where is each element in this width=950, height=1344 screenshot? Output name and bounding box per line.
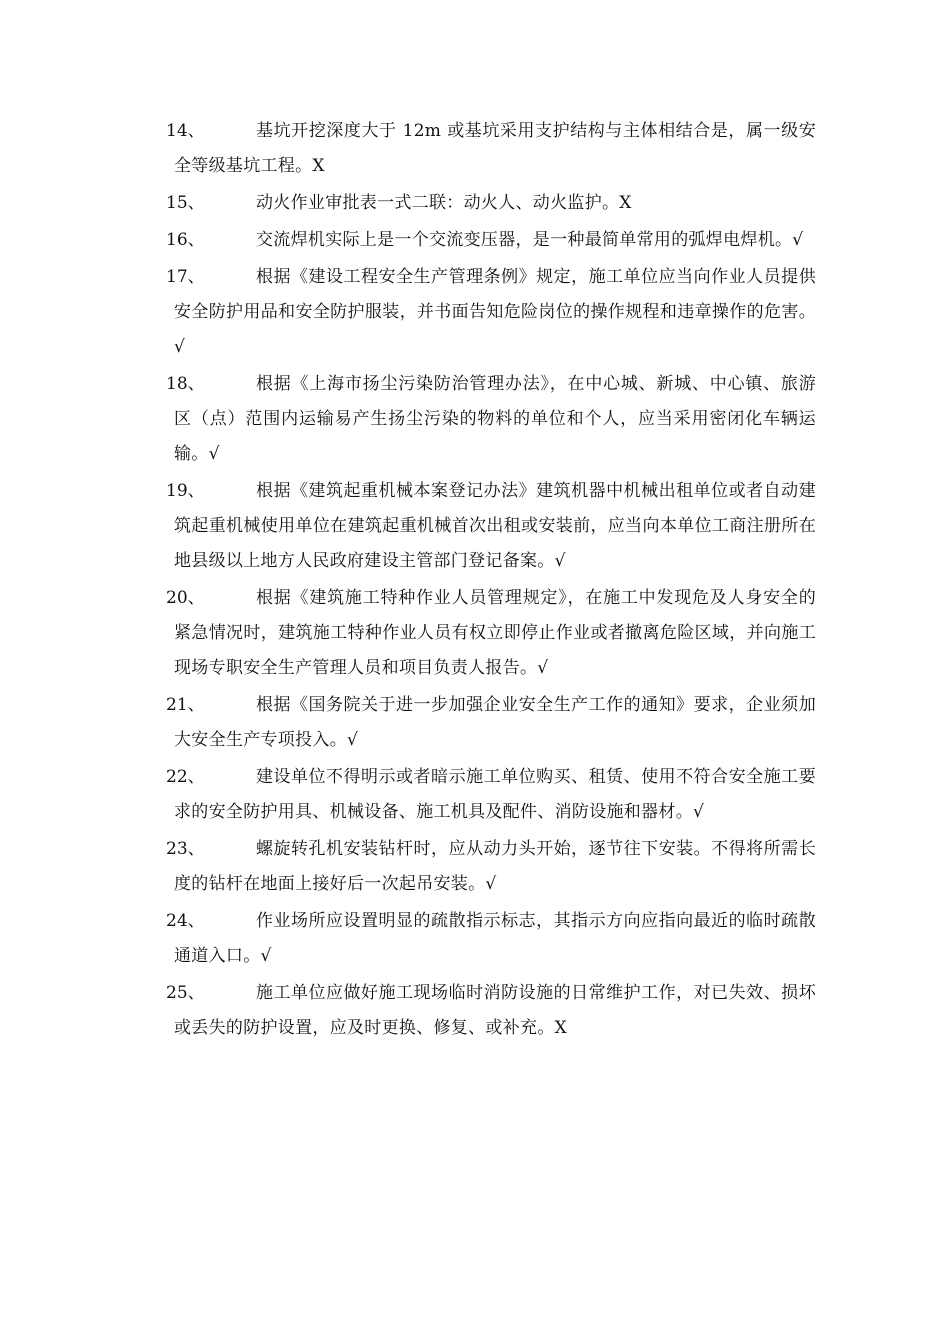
item-text: 根据《上海市扬尘污染防治管理办法》，在中心城、新城、中心镇、旅游区（点）范围内运输易产生扬尘污染的物料的单位和个人，应当采用密闭化车辆运输。√ — [174, 374, 816, 464]
item-number: 24、 — [166, 911, 205, 931]
list-item — [166, 904, 816, 974]
item-number: 14、 — [166, 121, 205, 141]
item-number: 23、 — [166, 839, 205, 859]
item-text: 根据《建设工程安全生产管理条例》规定，施工单位应当向作业人员提供安全防护用品和安全防护服装，并书面告知危险岗位的操作规程和违章操作的危害。√ — [174, 267, 816, 357]
item-number: 16、 — [166, 230, 205, 250]
list-item — [166, 474, 816, 579]
list-item — [166, 223, 816, 258]
item-text: 建设单位不得明示或者暗示施工单位购买、租赁、使用不符合安全施工要求的安全防护用具、机械设备、施工机具及配件、消防设施和器材。√ — [174, 767, 816, 822]
item-number: 20、 — [166, 588, 205, 608]
item-number: 21、 — [166, 695, 205, 715]
item-text: 根据《建筑起重机械本案登记办法》建筑机器中机械出租单位或者自动建筑起重机械使用单位在建筑起重机械首次出租或安装前，应当向本单位工商注册所在地县级以上地方人民政府建设主管部门登记备案。√ — [174, 481, 816, 571]
list-item — [166, 260, 816, 365]
list-item — [166, 114, 816, 184]
item-text: 基坑开挖深度大于 12m 或基坑采用支护结构与主体相结合是，属一级安全等级基坑工程。X — [174, 121, 816, 176]
question-list — [166, 114, 816, 1048]
item-text: 交流焊机实际上是一个交流变压器，是一种最简单常用的弧焊电焊机。√ — [256, 230, 804, 250]
item-text: 动火作业审批表一式二联：动火人、动火监护。X — [256, 193, 632, 213]
list-item — [166, 760, 816, 830]
item-text: 根据《国务院关于进一步加强企业安全生产工作的通知》要求，企业须加大安全生产专项投入。√ — [174, 695, 816, 750]
item-text: 施工单位应做好施工现场临时消防设施的日常维护工作，对已失效、损坏或丢失的防护设置，应及时更换、修复、或补充。X — [174, 983, 816, 1038]
item-number: 17、 — [166, 267, 205, 287]
list-item — [166, 186, 816, 221]
list-item — [166, 367, 816, 472]
item-text: 作业场所应设置明显的疏散指示标志，其指示方向应指向最近的临时疏散通道入口。√ — [174, 911, 816, 966]
item-number: 25、 — [166, 983, 205, 1003]
item-text: 螺旋转孔机安装钻杆时，应从动力头开始，逐节往下安装。不得将所需长度的钻杆在地面上接好后一次起吊安装。√ — [174, 839, 816, 894]
item-number: 15、 — [166, 193, 205, 213]
list-item — [166, 581, 816, 686]
item-number: 22、 — [166, 767, 205, 787]
item-text: 根据《建筑施工特种作业人员管理规定》，在施工中发现危及人身安全的紧急情况时，建筑施工特种作业人员有权立即停止作业或者撤离危险区域，并向施工现场专职安全生产管理人员和项目负责人报告。√ — [174, 588, 816, 678]
item-number: 19、 — [166, 481, 205, 501]
list-item — [166, 832, 816, 902]
list-item — [166, 976, 816, 1046]
item-number: 18、 — [166, 374, 205, 394]
list-item — [166, 688, 816, 758]
